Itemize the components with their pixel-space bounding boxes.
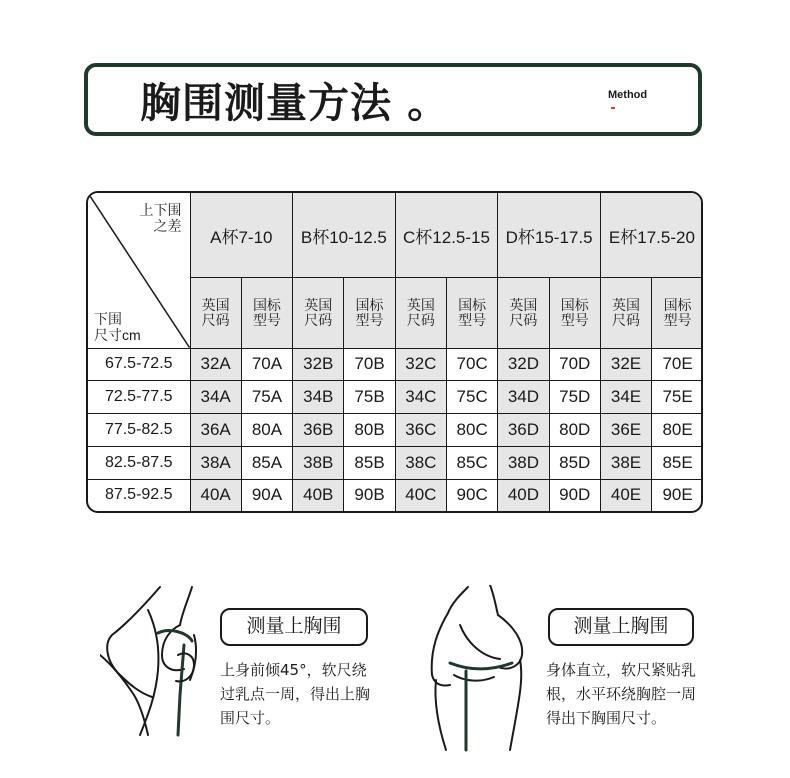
uk-size-cell: 32D	[498, 348, 549, 381]
sub-header-line: 尺码	[509, 312, 538, 329]
measure-title-pill-right: 测量上胸围	[548, 608, 694, 646]
std-size-cell: 75B	[344, 381, 395, 414]
sub-header-line: 国标	[355, 297, 384, 314]
std-size-cell: 75C	[446, 381, 497, 414]
corner-header-cell	[88, 193, 190, 348]
uk-size-cell: 32A	[190, 348, 241, 381]
corner-bottom-line-2: 尺寸cm	[94, 326, 141, 343]
std-size-cell: 70B	[344, 348, 395, 381]
sub-header-line: 型号	[458, 312, 487, 329]
std-size-cell: 90C	[446, 479, 497, 511]
table-row	[88, 414, 703, 447]
uk-size-cell: 36A	[190, 414, 241, 447]
std-size-cell: 90A	[241, 479, 292, 511]
uk-size-cell: 38B	[293, 446, 344, 479]
std-size-cell: 90B	[344, 479, 395, 511]
std-size-cell: 70D	[549, 348, 600, 381]
instruction-line: 围尺寸。	[220, 709, 281, 727]
sub-header-line: 尺码	[304, 312, 333, 329]
cup-header-d: D杯15-17.5	[498, 193, 601, 278]
uk-size-cell: 40C	[395, 479, 446, 511]
uk-size-cell: 32B	[293, 348, 344, 381]
sub-header-uk	[293, 278, 344, 348]
std-size-cell: 85B	[344, 446, 395, 479]
corner-bottom-line-1: 下围	[94, 310, 122, 327]
std-size-cell: 90D	[549, 479, 600, 511]
page-title: 胸围测量方法 。	[140, 79, 450, 127]
uk-size-cell: 40A	[190, 479, 241, 511]
instruction-text-left	[220, 658, 420, 730]
instruction-line: 身体直立，软尺紧贴乳	[546, 661, 697, 679]
sub-header-std	[446, 278, 497, 348]
instruction-line: 过乳点一周，得出上胸	[220, 685, 371, 703]
sub-header-line: 英国	[304, 297, 333, 314]
cup-header-e: E杯17.5-20	[600, 193, 703, 278]
std-size-cell: 85E	[652, 446, 703, 479]
sub-header-line: 国标	[663, 297, 692, 314]
std-size-cell: 80B	[344, 414, 395, 447]
std-size-cell: 70E	[652, 348, 703, 381]
sub-header-line: 国标	[252, 297, 281, 314]
instruction-line: 上身前倾45°，软尺绕	[220, 661, 367, 679]
uk-size-cell: 40E	[600, 479, 651, 511]
std-size-cell: 75E	[652, 381, 703, 414]
sub-header-line: 型号	[355, 312, 384, 329]
instruction-line: 根，水平环绕胸腔一周	[546, 685, 697, 703]
sub-header-uk	[600, 278, 651, 348]
sub-header-line: 英国	[612, 297, 641, 314]
sub-header-line: 型号	[663, 312, 692, 329]
sub-header-line: 尺码	[201, 312, 230, 329]
std-size-cell: 75A	[241, 381, 292, 414]
sub-header-line: 尺码	[612, 312, 641, 329]
uk-size-cell: 36E	[600, 414, 651, 447]
std-size-cell: 90E	[652, 479, 703, 511]
method-label: Method	[608, 89, 648, 101]
std-size-cell: 85D	[549, 446, 600, 479]
uk-size-cell: 40B	[293, 479, 344, 511]
lean-forward-measure-illustration	[100, 585, 215, 750]
sub-header-std	[344, 278, 395, 348]
uk-size-cell: 38A	[190, 446, 241, 479]
underbust-range-cell: 72.5-77.5	[88, 381, 190, 414]
uk-size-cell: 36D	[498, 414, 549, 447]
sub-header-line: 尺码	[406, 312, 435, 329]
table-row	[88, 479, 703, 511]
table-row	[88, 381, 703, 414]
std-size-cell: 85A	[241, 446, 292, 479]
sub-header-line: 英国	[201, 297, 230, 314]
underbust-range-cell: 77.5-82.5	[88, 414, 190, 447]
uk-size-cell: 40D	[498, 479, 549, 511]
std-size-cell: 80D	[549, 414, 600, 447]
uk-size-cell: 34D	[498, 381, 549, 414]
size-chart-table	[86, 191, 703, 513]
uk-size-cell: 36B	[293, 414, 344, 447]
accent-mark	[611, 107, 615, 109]
corner-top-line-1: 上下围	[139, 202, 182, 218]
sub-header-line: 型号	[252, 312, 281, 329]
uk-size-cell: 34B	[293, 381, 344, 414]
std-size-cell: 70C	[446, 348, 497, 381]
sub-header-std	[652, 278, 703, 348]
standing-measure-illustration	[420, 585, 540, 755]
sub-header-line: 英国	[509, 297, 538, 314]
std-size-cell: 70A	[241, 348, 292, 381]
std-size-cell: 80E	[652, 414, 703, 447]
uk-size-cell: 32C	[395, 348, 446, 381]
instruction-line: 得出下胸围尺寸。	[546, 709, 667, 727]
std-size-cell: 80C	[446, 414, 497, 447]
bust-difference-label	[140, 202, 182, 234]
corner-top-line-2: 之差	[153, 218, 182, 234]
uk-size-cell: 36C	[395, 414, 446, 447]
uk-size-cell: 34A	[190, 381, 241, 414]
sub-header-uk	[395, 278, 446, 348]
sub-header-line: 型号	[560, 312, 589, 329]
uk-size-cell: 38D	[498, 446, 549, 479]
sub-header-line: 国标	[560, 297, 589, 314]
sub-header-std	[241, 278, 292, 348]
cup-header-c: C杯12.5-15	[395, 193, 498, 278]
sub-header-line: 国标	[458, 297, 487, 314]
uk-size-cell: 38C	[395, 446, 446, 479]
sub-header-uk	[190, 278, 241, 348]
table-row	[88, 446, 703, 479]
underbust-range-cell: 67.5-72.5	[88, 348, 190, 381]
instruction-text-right	[546, 658, 746, 730]
underbust-size-label	[94, 311, 141, 343]
cup-header-b: B杯10-12.5	[293, 193, 396, 278]
sub-header-line: 英国	[406, 297, 435, 314]
underbust-range-cell: 82.5-87.5	[88, 446, 190, 479]
uk-size-cell: 32E	[600, 348, 651, 381]
uk-size-cell: 34C	[395, 381, 446, 414]
uk-size-cell: 38E	[600, 446, 651, 479]
cup-header-a: A杯7-10	[190, 193, 293, 278]
std-size-cell: 75D	[549, 381, 600, 414]
std-size-cell: 85C	[446, 446, 497, 479]
uk-size-cell: 34E	[600, 381, 651, 414]
sub-header-std	[549, 278, 600, 348]
table-row	[88, 348, 703, 381]
measure-title-pill-left: 测量上胸围	[220, 608, 368, 646]
underbust-range-cell: 87.5-92.5	[88, 479, 190, 511]
sub-header-uk	[498, 278, 549, 348]
std-size-cell: 80A	[241, 414, 292, 447]
title-banner	[84, 63, 702, 136]
